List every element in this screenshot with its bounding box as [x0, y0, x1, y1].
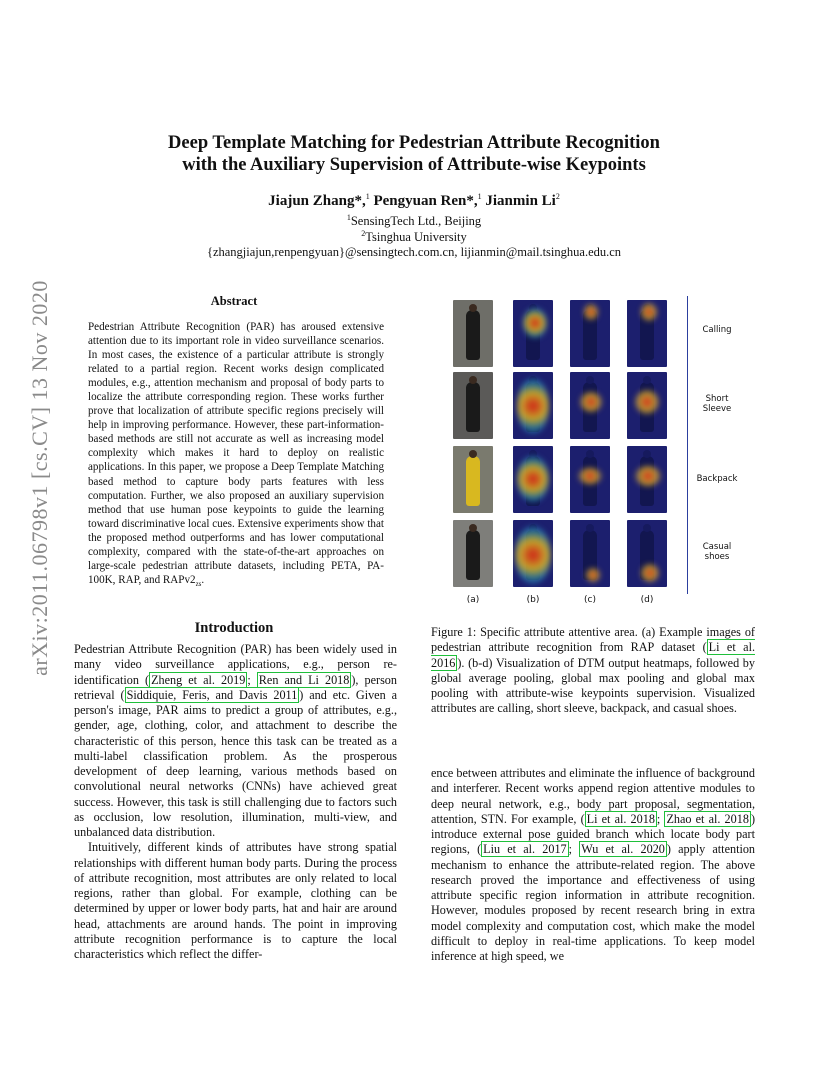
pedestrian-silhouette — [466, 310, 480, 360]
citation-link[interactable]: Ren and Li 2018 — [258, 672, 350, 687]
figure-1-caption — [431, 625, 755, 717]
intro-paragraph-2: Intuitively, different kinds of attributes have strong spatial relationships with different human body parts. During the process of attribute recognition, most attributes are only related to local regions, rather than global. For example, clothing can be determined by upper or lower body parts, hat and hair are around head, attachments are around hands. The point in improving attribute recognition performance is to capture the local characteristics which reflect the differ- — [74, 840, 397, 961]
column-label-b: (b) — [526, 595, 540, 605]
pedestrian-silhouette — [466, 530, 480, 580]
title-line-2: with the Auxiliary Supervision of Attribute-wise Keypoints — [182, 155, 646, 175]
pedestrian-head — [643, 524, 651, 532]
attention-heatmap — [641, 303, 657, 321]
figure-image-calling-c — [570, 300, 610, 367]
affiliation-1-mark: 1 — [346, 213, 351, 222]
attention-heatmap — [635, 390, 659, 414]
figure-image-backpack-c — [570, 446, 610, 513]
attention-heatmap — [515, 526, 551, 584]
body-text: ) introduce external pose guided branch which locate body part regions, ( — [431, 811, 755, 857]
intro-text: Pedestrian Attribute Recognition (PAR) has been widely used in many video surveillance applications, e.g., person re-identification ( — [74, 642, 397, 687]
figure-image-short-sleeve-d — [627, 372, 667, 439]
figure-image-backpack-a — [453, 446, 493, 513]
figure-image-calling-a — [453, 300, 493, 367]
pedestrian-silhouette — [466, 456, 480, 506]
pedestrian-head — [586, 450, 594, 458]
abstract-body — [88, 320, 384, 591]
figure-image-backpack-b — [513, 446, 553, 513]
attention-heatmap — [641, 564, 659, 582]
abstract-text: Pedestrian Attribute Recognition (PAR) has aroused extensive attention due to its important role in video surveillance scenarios. In most cases, the existence of a particular attribute is strongly related to a partial region. Recent works design complicated modules, e.g., attention mechanism and proposal of body parts to localize the attribute corresponding region. These works further prove that localization of attribute specific regions precisely will help in improving performance. However, these part-information-based methods are still not accurate as well as increasing model complexity which makes it hard to deploy on realistic applications. In this paper, we propose a Deep Template Matching based method to capture body parts features with less computation. Further, we also proposed an auxiliary supervision method that use human pose keypoints to guide the learning toward discriminative local cues. Extensive experiments show that the proposed method outperforms and has lower computational complexity, compared with the state-of-the-art approaches on large-scale pedestrian attribute datasets, including PETA, PA-100K, RAP, and RAPv2 — [88, 321, 384, 586]
paper-title — [90, 132, 738, 176]
row-label-backpack: Backpack — [696, 474, 738, 484]
author-3-affil: 2 — [555, 192, 560, 201]
row-label-casual-shoes: Casual shoes — [702, 542, 732, 562]
column-label-a: (a) — [466, 595, 480, 605]
body-text: ) apply attention mechanism to enhance the attribute-related region. The above research proved the importance and effectiveness of using attribute specific region information in attribute recognition. However, modules proposed by recent research bring in extra model complexity and computation cost, which make the model difficult to deploy in real-time applications. To keep model inference at high speed, we — [431, 842, 756, 963]
attention-heatmap — [578, 468, 602, 484]
author-emails: {zhangjiajun,renpengyuan}@sensingtech.com.cn, lijianmin@mail.tsinghua.edu.cn — [206, 245, 622, 259]
figure-image-calling-d — [627, 300, 667, 367]
column-label-d: (d) — [640, 595, 654, 605]
figure-image-short-sleeve-b — [513, 372, 553, 439]
pedestrian-head — [586, 524, 594, 532]
affiliation-2-mark: 2 — [361, 229, 366, 238]
body-text: ence between attributes and eliminate the influence of background and interferer. Recent works append region attentive modules to deep neural network, e.g., body part proposal, segmentation, attention, STN. For example, ( — [431, 766, 755, 826]
citation-link[interactable]: Li et al. 2018 — [586, 811, 655, 826]
column-label-c: (c) — [584, 595, 596, 605]
pedestrian-head — [469, 450, 477, 458]
abstract-end: . — [201, 573, 205, 586]
citation-link[interactable]: Zheng et al. 2019 — [151, 672, 246, 687]
right-column-body — [431, 766, 755, 964]
figure-image-backpack-d — [627, 446, 667, 513]
caption-text: ). (b-d) Visualization of DTM output heatmaps, followed by global average pooling, global max pooling and global max pooling with attribute-wise keypoints supervision. Visualized attributes are calling, short sleeve, backpack, and casual shoes. — [431, 655, 755, 716]
pedestrian-head — [469, 376, 477, 384]
introduction-column — [74, 642, 397, 962]
affiliation-2 — [90, 229, 738, 245]
attention-heatmap — [635, 466, 661, 486]
pedestrian-head — [586, 376, 594, 384]
author-2: Pengyuan Ren*, — [373, 193, 478, 209]
row-label-calling: Calling — [702, 325, 732, 335]
figure-image-casual-shoes-b — [513, 520, 553, 587]
figure-image-casual-shoes-c — [570, 520, 610, 587]
affiliation-2-text: Tsinghua University — [365, 230, 467, 245]
citation-link[interactable]: Wu et al. 2020 — [581, 842, 665, 857]
attention-heatmap — [517, 378, 549, 434]
author-list — [90, 192, 738, 210]
pedestrian-head — [643, 376, 651, 384]
intro-text: ) and etc. Given a person's image, PAR aims to predict a group of attributes, e.g., gender, age, clothing, color, and attachment to describe the characteristic of this person, hence this task can be treated as a multi-label classification problem. As the prosperous development of deep learning, various methods based on convolutional neural networks (CNNs) have achieved great success. However, this task is still challenging due to factors such as occlusion, low resolution, illumination, multi-view, and unbalanced data distribution. — [74, 687, 397, 839]
figure-1 — [447, 292, 747, 612]
intro-text: ; — [247, 672, 257, 687]
row-label-short-sleeve: Short Sleeve — [702, 394, 732, 414]
citation-link[interactable]: Liu et al. 2017 — [483, 842, 567, 857]
attention-heatmap — [523, 308, 547, 338]
affiliation-1 — [90, 213, 738, 229]
citation-link[interactable]: Zhao et al. 2018 — [666, 811, 749, 826]
figure-image-calling-b — [513, 300, 553, 367]
pedestrian-head — [469, 304, 477, 312]
intro-text: ), person retrieval ( — [74, 672, 397, 702]
pedestrian-head — [643, 450, 651, 458]
citation-link[interactable]: Siddiquie, Feris, and Davis 2011 — [126, 687, 298, 702]
figure-image-casual-shoes-a — [453, 520, 493, 587]
attention-heatmap — [580, 392, 602, 412]
figure-image-short-sleeve-c — [570, 372, 610, 439]
author-1: Jiajun Zhang*, — [268, 193, 366, 209]
abstract-subscript: zs — [195, 580, 202, 589]
figure-image-casual-shoes-d — [627, 520, 667, 587]
author-1-affil: 1 — [365, 192, 370, 201]
introduction-heading: Introduction — [194, 620, 274, 636]
body-text: ; — [568, 842, 580, 857]
author-3: Jianmin Li — [485, 193, 556, 209]
pedestrian-silhouette — [466, 382, 480, 432]
citation-link[interactable]: Li et al. 2016 — [431, 640, 755, 670]
figure-divider — [687, 296, 688, 594]
abstract-heading: Abstract — [210, 294, 258, 308]
caption-text: Figure 1: Specific attribute attentive area. (a) Example images of pedestrian attribute recognition from RAP dataset ( — [431, 625, 755, 655]
pedestrian-head — [469, 524, 477, 532]
body-text: ; — [656, 811, 665, 826]
intro-paragraph-1 — [74, 642, 397, 840]
author-2-affil: 1 — [477, 192, 482, 201]
attention-heatmap — [584, 304, 598, 320]
title-line-1: Deep Template Matching for Pedestrian Attribute Recognition — [168, 133, 660, 153]
arxiv-identifier: arXiv:2011.06798v1 [cs.CV] 13 Nov 2020 — [27, 280, 52, 676]
attention-heatmap — [586, 568, 600, 582]
affiliation-1-text: SensingTech Ltd., Beijing — [350, 214, 482, 229]
attention-heatmap — [517, 456, 549, 502]
figure-image-short-sleeve-a — [453, 372, 493, 439]
